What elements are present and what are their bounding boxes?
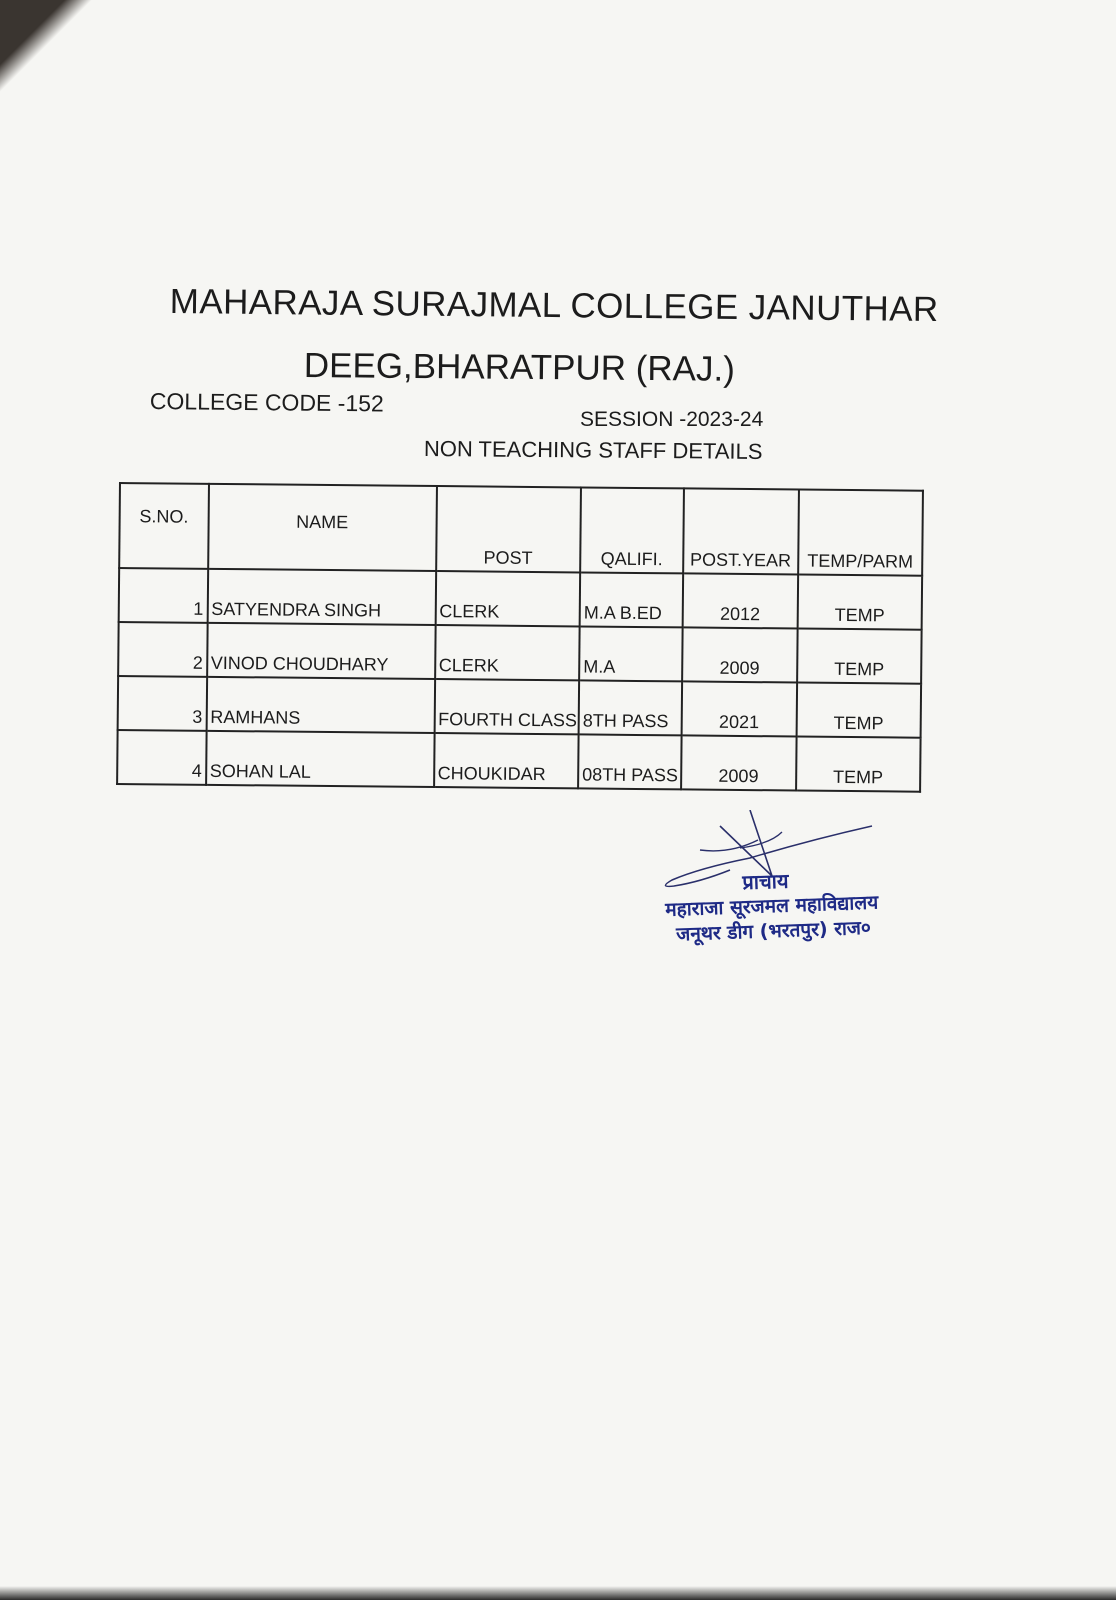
stamp-college-name: महाराजा सूरजमल महाविद्यालय — [664, 891, 879, 921]
cell-qualification: M.A — [579, 626, 682, 681]
table-header-row — [119, 483, 923, 576]
table-row — [118, 676, 921, 738]
cell-status: TEMP — [796, 737, 921, 792]
page-bottom-edge — [0, 1586, 1116, 1600]
cell-post: CLERK — [435, 625, 580, 680]
cell-status: TEMP — [796, 683, 921, 738]
cell-qualification: M.A B.ED — [580, 572, 683, 627]
cell-post: CHOUKIDAR — [434, 733, 579, 788]
column-header-name: NAME — [208, 484, 437, 571]
stamp-designation: प्राचाय — [741, 868, 789, 895]
column-header-sno: S.NO. — [119, 483, 208, 569]
table-row — [119, 568, 922, 630]
cell-sno: 1 — [119, 568, 208, 623]
table-row — [117, 730, 920, 792]
column-header-post: POST — [436, 486, 581, 572]
cell-qualification: 08TH PASS — [578, 734, 681, 789]
cell-post-year: 2012 — [682, 573, 798, 628]
cell-sno: 3 — [118, 676, 207, 731]
column-header-post-year: POST.YEAR — [683, 488, 799, 574]
cell-sno: 2 — [118, 622, 207, 677]
cell-post: FOURTH CLASS — [434, 679, 579, 734]
college-location: DEEG,BHARATPUR (RAJ.) — [303, 346, 736, 389]
cell-post-year: 2009 — [682, 627, 798, 682]
page-corner-shadow — [0, 0, 120, 110]
cell-post-year: 2009 — [681, 735, 797, 790]
cell-name: VINOD CHOUDHARY — [207, 623, 435, 679]
principal-stamp — [664, 865, 879, 948]
college-code: COLLEGE CODE -152 — [149, 388, 384, 417]
cell-name: SOHAN LAL — [206, 731, 434, 787]
cell-qualification: 8TH PASS — [579, 680, 682, 735]
cell-post-year: 2021 — [681, 681, 797, 736]
column-header-status: TEMP/PARM — [798, 490, 923, 576]
cell-post: CLERK — [435, 571, 580, 626]
cell-status: TEMP — [797, 629, 922, 684]
cell-name: RAMHANS — [206, 677, 434, 733]
document-subtitle: NON TEACHING STAFF DETAILS — [423, 436, 763, 464]
session-label: SESSION -2023-24 — [580, 408, 764, 431]
cell-sno: 4 — [117, 730, 206, 785]
staff-table — [116, 482, 924, 793]
stamp-address: जनूथर डीग (भरतपुर) राज० — [675, 916, 872, 946]
college-title: MAHARAJA SURAJMAL COLLEGE JANUTHAR — [169, 282, 939, 330]
column-header-qualification: QALIFI. — [580, 487, 684, 573]
cell-status: TEMP — [797, 575, 922, 630]
table-row — [118, 622, 921, 684]
cell-name: SATYENDRA SINGH — [207, 569, 435, 625]
